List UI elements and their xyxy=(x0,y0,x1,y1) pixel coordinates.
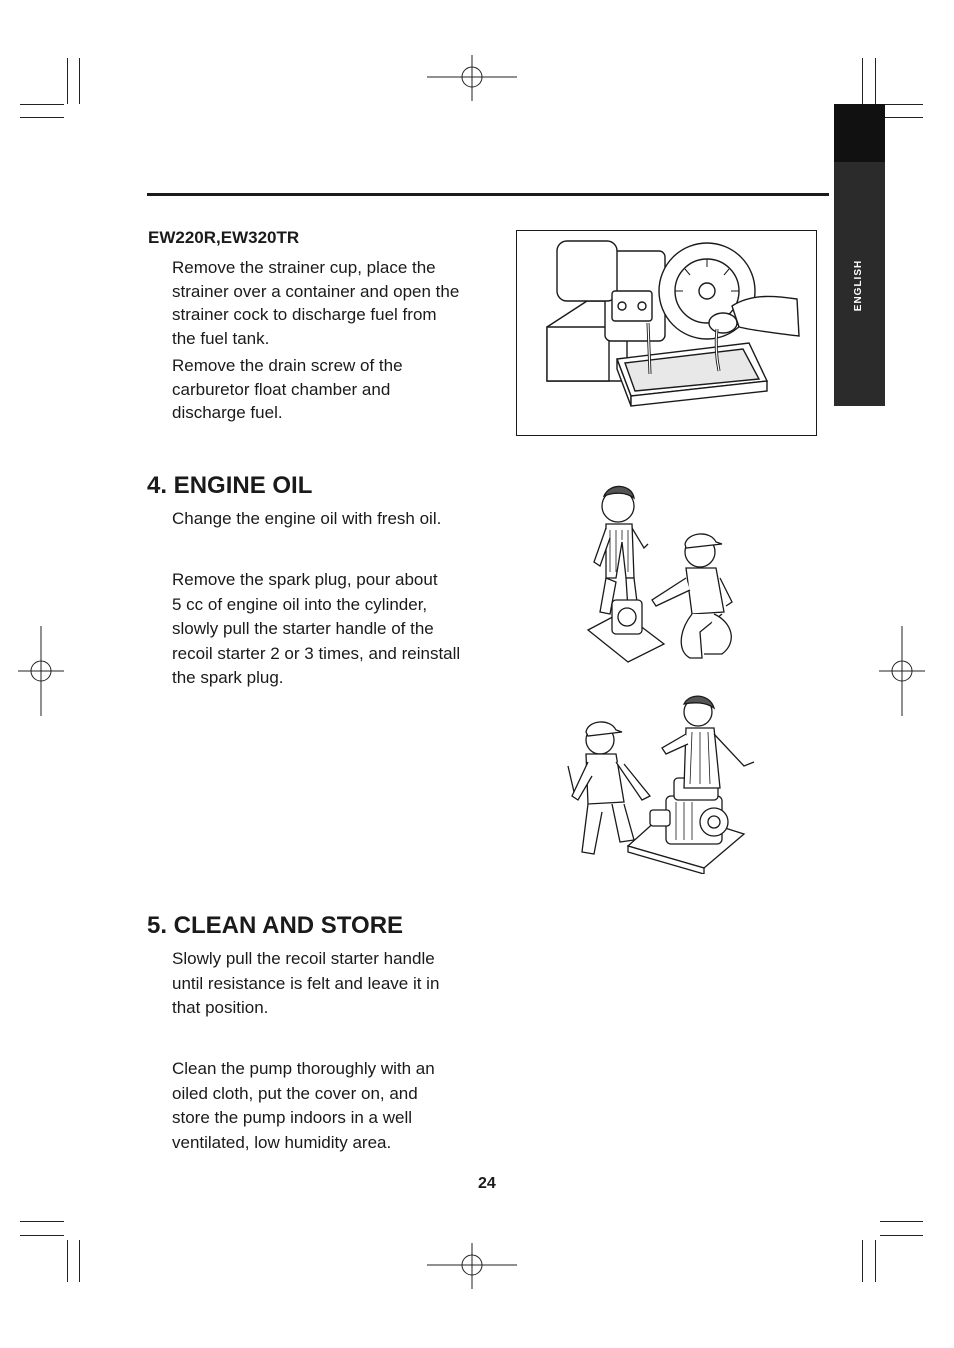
engine-oil-paragraph-2: Remove the spark plug, pour about 5 cc of engine oil into the cylinder, slowly pull the starter handle of the recoil starter 2 or 3 times, and reinstall the spark plug. xyxy=(172,570,461,687)
crop-mark xyxy=(20,104,64,105)
crop-mark xyxy=(880,1235,923,1236)
registration-mark-left xyxy=(18,626,64,716)
crop-mark xyxy=(875,1240,876,1282)
fuel-drain-illustration xyxy=(516,230,817,436)
crop-mark xyxy=(862,1240,863,1282)
registration-mark-top xyxy=(427,55,517,101)
drain-paragraph-1: Remove the strainer cup, place the strainer over a container and open the strainer cock to discharge fuel from the fuel tank. xyxy=(172,258,460,348)
crop-mark xyxy=(885,104,923,105)
clean-store-title: 5. CLEAN AND STORE xyxy=(147,912,404,939)
clean-store-paragraph-2: Clean the pump thoroughly with an oiled cloth, put the cover on, and store the pump indoors in a well ventilated, low humidity area. xyxy=(172,1059,435,1152)
registration-mark-bottom xyxy=(427,1243,517,1289)
model-heading: EW220R,EW320TR xyxy=(148,228,300,247)
crop-mark xyxy=(20,1221,64,1222)
crop-mark xyxy=(79,58,80,104)
clean-store-paragraph-1: Slowly pull the recoil starter handle until resistance is felt and leave it in that position. xyxy=(172,949,440,1017)
engine-oil-paragraph-1: Change the engine oil with fresh oil. xyxy=(172,509,442,528)
drain-paragraph-2: Remove the drain screw of the carburetor float chamber and discharge fuel. xyxy=(172,356,403,422)
pump-inspection-illustration xyxy=(558,692,768,879)
header-rule xyxy=(147,193,829,196)
engine-oil-title: 4. ENGINE OIL xyxy=(147,472,313,499)
crop-mark xyxy=(862,58,863,104)
language-tab-label: ENGLISH xyxy=(853,259,865,311)
crop-mark xyxy=(20,117,64,118)
crop-mark xyxy=(885,117,923,118)
crop-mark xyxy=(67,1240,68,1282)
crop-mark xyxy=(875,58,876,104)
registration-mark-right xyxy=(879,626,925,716)
oil-change-illustration xyxy=(582,482,742,673)
page-number: 24 xyxy=(478,1175,496,1192)
crop-mark xyxy=(67,58,68,104)
side-tab-header xyxy=(834,104,885,162)
crop-mark xyxy=(79,1240,80,1282)
crop-mark xyxy=(880,1221,923,1222)
crop-mark xyxy=(20,1235,64,1236)
